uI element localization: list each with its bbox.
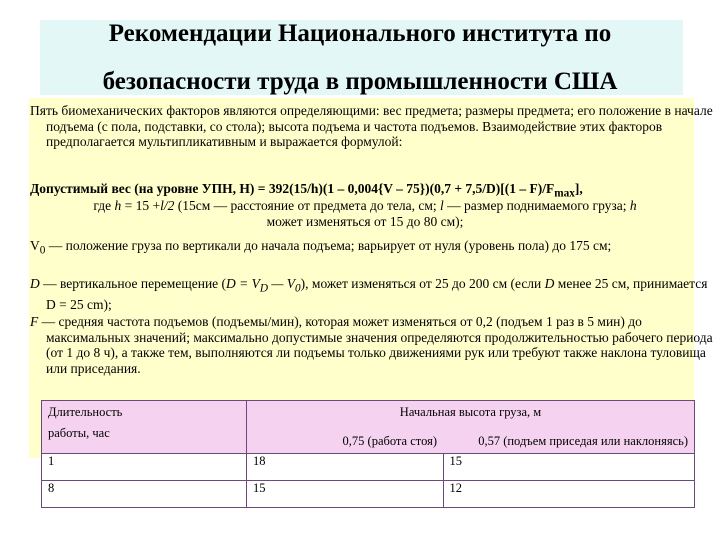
text: менее 25 см, принимается D = 25 cm); [46,276,708,313]
header-standing: 0,75 (работа стоя) [247,427,444,454]
cell-standing: 18 [247,454,444,481]
cell-duration: 8 [42,481,247,508]
formula-explanation [30,198,700,229]
formula-end: ], [574,181,583,196]
cell-duration: 1 [42,454,247,481]
load-table [41,400,695,508]
text: где [93,198,115,213]
paragraph-f [30,314,716,376]
text: ), может изменяться от 25 до 200 см (если [300,276,545,291]
header-initial-height: Начальная высота груза, м [247,401,695,428]
text: D [544,276,555,291]
formula-text: Допустимый вес (на уровне УПН, Н) = 392(15/h)(1 – 0,004{V – 75})(0,7 + 7,5/D)[(1 – F)/F [30,181,555,196]
cell-squatting: 15 [443,454,695,481]
table-header-row [42,401,695,428]
var-d: D [30,276,40,291]
formula-subscript: max [554,187,575,200]
text: — средняя частота подъемов (подъемы/мин), которая может изменяться от 0,2 (подъем 1 раз в 5 мин) до максимальных значений; максимально допустимые значения определяются продолжительностью рабочего периода (от 1 до 8 ч), а также тем, выполняются ли подъемы только движениями рук или требуют также наклона туловища или приседания. [38,314,713,376]
page-title [0,10,720,106]
text: — положение груза по вертикали до начала подъема; варьирует от нуля (уровень пола) до 175 см; [45,238,612,253]
cell-standing: 15 [247,481,444,508]
var-v: V [30,238,40,253]
var-f: F [30,314,39,329]
text: — вертикальное перемещение ( [39,276,227,291]
table-row [42,454,695,481]
header-squatting: 0,57 (подъем приседая или наклоняясь) [443,427,695,454]
subscript: 0 [295,282,301,295]
text: (15см — расстояние от предмета до тела, см; [174,198,441,213]
text: может изменяться от 15 до 80 см); [266,213,464,229]
title-line-2: безопасности труда в промышленности США [102,68,618,95]
text: = 15 + [121,198,161,213]
text: — V [268,276,296,291]
var-h: h [629,198,637,213]
header-text: работы, час [48,426,110,440]
subscript: 0 [39,244,46,257]
subscript: D [259,282,269,295]
var-h: h [114,198,122,213]
paragraph-v0 [30,238,716,259]
header-text: Длительность [48,405,123,419]
header-duration [42,401,247,454]
title-line-1: Рекомендации Национального института по [108,20,612,47]
var-l: l [440,198,444,213]
cell-squatting: 12 [443,481,695,508]
paragraph-factors: Пять биомеханических факторов являются определяющими: вес предмета; размеры предмета; его положение в начале подъема (с пола, подставки, со стола); высота подъема и частота подъемов. Взаимодействие этих факторов предполагается мультипликативным и выражается формулой: [30,103,713,149]
text: — размер поднимаемого груза; [443,198,630,213]
var-l2: l/2 [160,198,175,213]
table-row [42,481,695,508]
text: D = V [226,276,260,291]
paragraph-d [30,276,716,313]
